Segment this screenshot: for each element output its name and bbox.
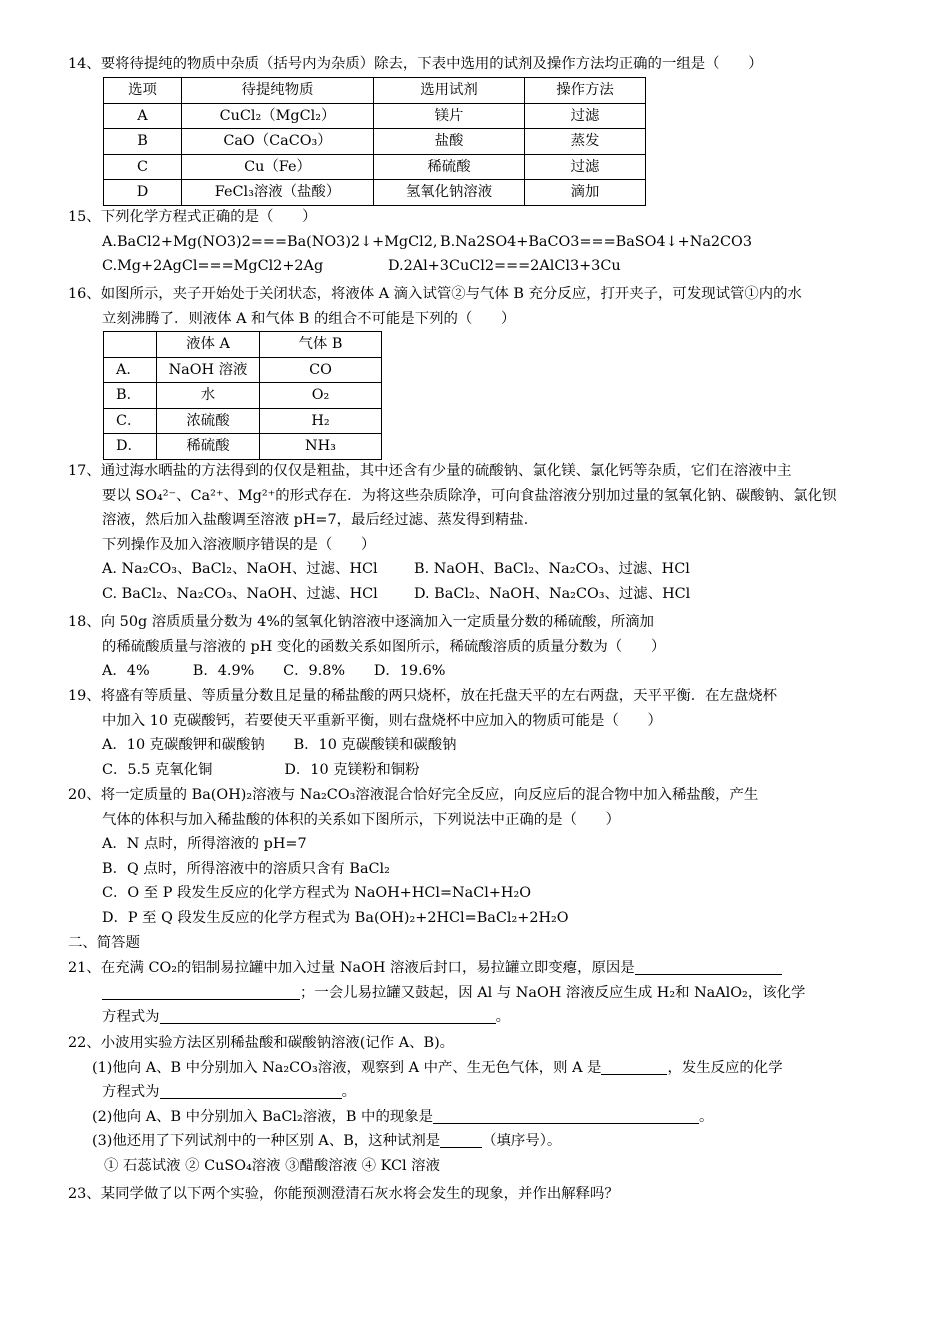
q21-line-2: ；一会儿易拉罐又鼓起，因 Al 与 NaOH 溶液反应生成 H₂和 NaAlO₂，该化学 xyxy=(300,984,806,1001)
q17-line-2: 要以 SO₄²⁻、Ca²⁺、Mg²⁺的形式存在．为将这些杂质除净，可向食盐溶液分别加过量的氢氧化钠、碳酸钠、氯化钡 xyxy=(102,487,837,504)
table-header-cell: 选用试剂 xyxy=(374,78,525,104)
table-cell: H₂ xyxy=(260,408,382,434)
q20-option-a: A．N 点时，所得溶液的 pH=7 xyxy=(102,836,307,852)
q22-stem: 22、小波用实验方法区别稀盐酸和碳酸钠溶液(记作 A、B)。 xyxy=(68,1035,455,1051)
table-row xyxy=(104,129,646,155)
q20-option-b: B．Q 点时，所得溶液中的溶质只含有 BaCl₂ xyxy=(102,860,390,877)
q21-blank-1[interactable] xyxy=(635,957,782,975)
table-row xyxy=(104,408,382,434)
q16-line-2: 立刻沸腾了．则液体 A 和气体 B 的组合不可能是下列的（ ） xyxy=(102,310,516,327)
table-cell: 水 xyxy=(157,383,260,409)
question-21 xyxy=(68,956,898,1030)
q22-part-1-cont: ，发生反应的化学 xyxy=(667,1059,783,1076)
q14-stem: 14、要将待提纯的物质中杂质（括号内为杂质）除去，下表中选用的试剂及操作方法均正确的一组是（ ） xyxy=(68,56,763,72)
q15-option-c: C.Mg+2AgCl===MgCl2+2Ag xyxy=(102,258,324,274)
table-cell: 氢氧化钠溶液 xyxy=(374,180,525,206)
table-cell: Cu（Fe） xyxy=(182,154,374,180)
q21-blank-3[interactable] xyxy=(160,1006,496,1024)
table-cell: C xyxy=(104,154,182,180)
table-cell: B xyxy=(104,129,182,155)
table-cell: 过滤 xyxy=(525,103,646,129)
q14-table xyxy=(103,77,646,206)
q20-option-d: D．P 至 Q 段发生反应的化学方程式为 Ba(OH)₂+2HCl=BaCl₂+2H₂O xyxy=(102,909,569,926)
table-cell: NaOH 溶液 xyxy=(157,357,260,383)
table-cell: D． xyxy=(104,434,157,460)
section-heading xyxy=(68,931,898,956)
table-cell: C． xyxy=(104,408,157,434)
q22-blank-2[interactable] xyxy=(160,1081,342,1099)
q15-stem: 15、下列化学方程式正确的是（ ） xyxy=(68,209,317,225)
q17-option-b: B. NaOH、BaCl₂、Na₂CO₃、过滤、HCl xyxy=(414,561,690,577)
table-row xyxy=(104,180,646,206)
table-header-cell: 待提纯物质 xyxy=(182,78,374,104)
q22-blank-4[interactable] xyxy=(440,1130,482,1148)
question-20 xyxy=(68,783,898,930)
table-row xyxy=(104,154,646,180)
q19-line-2: 中加入 10 克碳酸钙，若要使天平重新平衡，则右盘烧杯中应加入的物质可能是（ ） xyxy=(102,712,662,729)
table-header-cell: 气体 B xyxy=(260,332,382,358)
table-cell: 浓硫酸 xyxy=(157,408,260,434)
question-18 xyxy=(68,610,898,684)
q22-part-2-end: 。 xyxy=(699,1108,714,1125)
q22-part-1-end: 。 xyxy=(341,1084,356,1100)
q18-line-1: 18、向 50g 溶质质量分数为 4%的氢氧化钠溶液中逐滴加入一定质量分数的稀硫酸，所滴加 xyxy=(68,614,655,630)
q15-option-a: A.BaCl2+Mg(NO3)2===Ba(NO3)2↓+MgCl2, xyxy=(102,233,438,250)
table-header-cell: 液体 A xyxy=(157,332,260,358)
question-19 xyxy=(68,684,898,782)
table-cell: CO xyxy=(260,357,382,383)
q22-blank-1[interactable] xyxy=(601,1057,667,1075)
q15-option-d: D.2Al+3CuCl2===2AlCl3+3Cu xyxy=(388,258,621,274)
table-header-cell: 操作方法 xyxy=(525,78,646,104)
question-17 xyxy=(68,459,898,606)
q19-options-cd: C．5.5 克氧化铜 D．10 克镁粉和铜粉 xyxy=(102,761,420,778)
section-2-title: 二、简答题 xyxy=(68,935,140,951)
table-cell: 滴加 xyxy=(525,180,646,206)
table-header-row xyxy=(104,78,646,104)
table-header-cell: 选项 xyxy=(104,78,182,104)
table-cell: 盐酸 xyxy=(374,129,525,155)
table-cell: 过滤 xyxy=(525,154,646,180)
q17-option-a: A. Na₂CO₃、BaCl₂、NaOH、过滤、HCl xyxy=(102,561,378,577)
table-cell: A xyxy=(104,103,182,129)
table-cell: 稀硫酸 xyxy=(157,434,260,460)
question-14 xyxy=(68,52,898,77)
table-cell: O₂ xyxy=(260,383,382,409)
q21-blank-2[interactable] xyxy=(102,982,300,1000)
q22-part-3-end: （填序号）。 xyxy=(482,1133,562,1149)
table-row xyxy=(104,103,646,129)
q18-line-2: 的稀硫酸质量与溶液的 pH 变化的函数关系如图所示，稀硫酸溶质的质量分数为（ ） xyxy=(102,638,666,655)
q22-part-1-text: (1)他向 A、B 中分别加入 Na₂CO₃溶液，观察到 A 中产、生无色气体，则 A 是 xyxy=(92,1059,602,1076)
table-cell: FeCl₃溶液（盐酸） xyxy=(182,180,374,206)
table-cell: 蒸发 xyxy=(525,129,646,155)
q20-line-2: 气体的体积与加入稀盐酸的体积的关系如下图所示，下列说法中正确的是（ ） xyxy=(102,811,621,828)
table-cell: D xyxy=(104,180,182,206)
table-row xyxy=(104,434,382,460)
q22-part-3-text: (3)他还用了下列试剂中的一种区别 A、B，这种试剂是 xyxy=(92,1133,441,1149)
q17-line-4: 下列操作及加入溶液顺序错误的是（ ） xyxy=(102,536,376,553)
table-cell: NH₃ xyxy=(260,434,382,460)
table-row xyxy=(104,357,382,383)
q19-line-1: 19、将盛有等质量、等质量分数且足量的稀盐酸的两只烧杯，放在托盘天平的左右两盘，天平平衡．在左盘烧杯 xyxy=(68,688,778,704)
question-16 xyxy=(68,282,898,331)
q22-part-1-label: 方程式为 xyxy=(102,1084,160,1100)
q17-line-3: 溶液，然后加入盐酸调至溶液 pH=7，最后经过滤、蒸发得到精盐． xyxy=(102,512,539,528)
q19-options-ab: A．10 克碳酸钾和碳酸钠 B．10 克碳酸镁和碳酸钠 xyxy=(102,737,457,753)
table-cell: 镁片 xyxy=(374,103,525,129)
table-cell: CaO（CaCO₃） xyxy=(182,129,374,155)
table-cell: A． xyxy=(104,357,157,383)
question-15 xyxy=(68,205,898,279)
q20-option-c: C．O 至 P 段发生反应的化学方程式为 NaOH+HCl=NaCl+H₂O xyxy=(102,885,532,901)
table-cell: CuCl₂（MgCl₂） xyxy=(182,103,374,129)
table-row xyxy=(104,383,382,409)
q17-line-1: 17、通过海水晒盐的方法得到的仅仅是粗盐，其中还含有少量的硫酸钠、氯化镁、氯化钙等杂质，它们在溶液中主 xyxy=(68,463,792,479)
q17-option-c: C. BaCl₂、Na₂CO₃、NaOH、过滤、HCl xyxy=(102,585,378,602)
q22-reagent-list: ① 石蕊试液 ② CuSO₄溶液 ③醋酸溶液 ④ KCl 溶液 xyxy=(104,1157,440,1174)
q22-blank-3[interactable] xyxy=(433,1106,699,1124)
q23-stem: 23、某同学做了以下两个实验，你能预测澄清石灰水将会发生的现象，并作出解释吗？ xyxy=(68,1186,619,1202)
table-cell: B． xyxy=(104,383,157,409)
q22-part-2-text: (2)他向 A、B 中分别加入 BaCl₂溶液，B 中的现象是 xyxy=(92,1108,434,1125)
q21-line-3-end: 。 xyxy=(495,1009,510,1025)
q16-line-1: 16、如图所示，夹子开始处于关闭状态，将液体 A 滴入试管②与气体 B 充分反应，打开夹子，可发现试管①内的水 xyxy=(68,286,802,302)
q18-options: A．4% B．4.9% C．9.8% D．19.6% xyxy=(102,663,446,679)
q16-table xyxy=(103,331,382,460)
q15-option-b: B.Na2SO4+BaCO3===BaSO4↓+Na2CO3 xyxy=(440,233,753,250)
table-header-row xyxy=(104,332,382,358)
table-header-cell xyxy=(104,332,157,358)
table-cell: 稀硫酸 xyxy=(374,154,525,180)
q21-line-3-label: 方程式为 xyxy=(102,1009,160,1025)
q21-line-1: 21、在充满 CO₂的铝制易拉罐中加入过量 NaOH 溶液后封口，易拉罐立即变瘪，原因是 xyxy=(68,960,635,976)
q17-option-d: D. BaCl₂、NaOH、Na₂CO₃、过滤、HCl xyxy=(414,585,691,602)
q20-line-1: 20、将一定质量的 Ba(OH)₂溶液与 Na₂CO₃溶液混合恰好完全反应，向反应后的混合物中加入稀盐酸，产生 xyxy=(68,787,759,803)
question-22 xyxy=(68,1031,898,1178)
question-23 xyxy=(68,1182,898,1207)
